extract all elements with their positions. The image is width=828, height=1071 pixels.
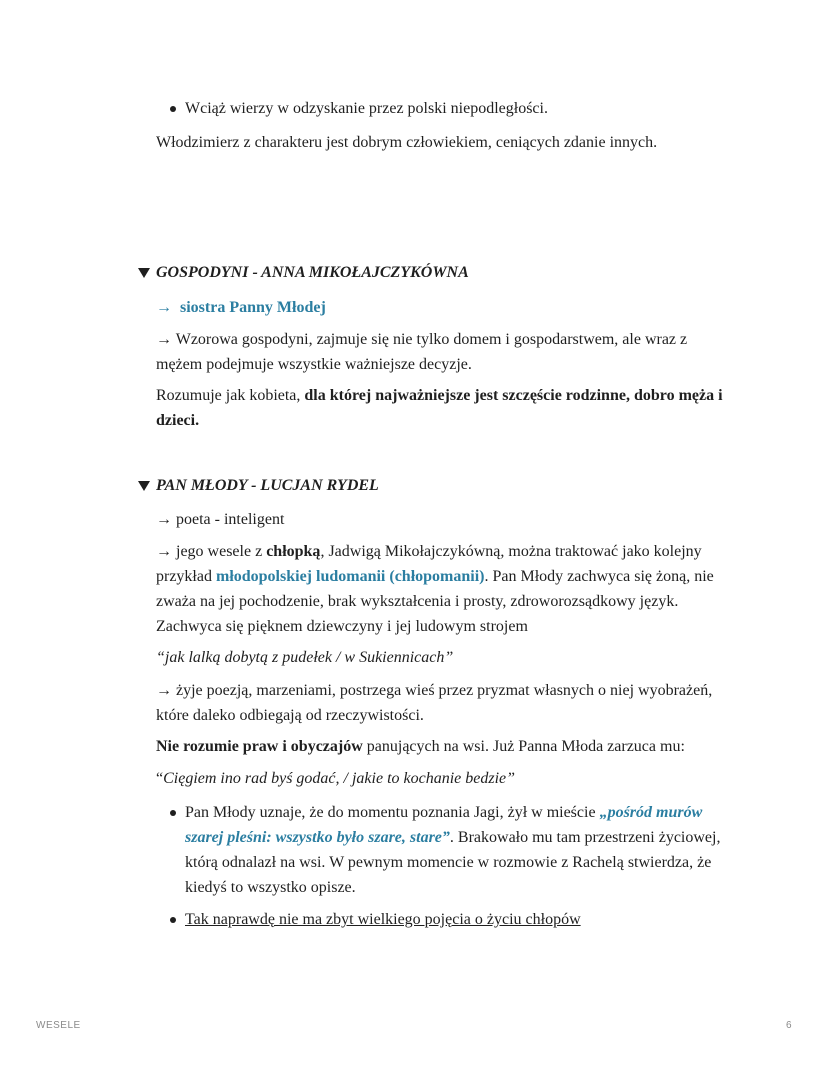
list-item	[156, 96, 736, 121]
gospodyni-relation	[156, 295, 736, 320]
toggle-triangle-icon[interactable]	[138, 481, 150, 491]
p2-bold: chłopką	[266, 543, 321, 560]
p4-bold: Nie rozumie praw i obyczajów	[156, 738, 363, 755]
gospodyni-p2-plain: Rozumuje jak kobieta,	[156, 387, 305, 404]
bullet-dot-icon	[170, 917, 176, 923]
ludomania-link[interactable]: młodopolskiej ludomanii (chłopomanii)	[215, 568, 485, 585]
p2-text-a: → jego wesele z	[156, 543, 267, 560]
bullet-2-underlined: Tak naprawdę nie ma zbyt wielkiego pojęcia o życiu chłopów	[185, 911, 581, 928]
list-item	[156, 800, 736, 900]
gospodyni-paragraph-2	[156, 383, 736, 433]
quote-2-text: Cięgiem ino rad byś godać, / jakie to kochanie bedzie”	[163, 770, 516, 787]
p2-text-c: . Pan Młody zachwyca się żoną, nie zważa na jej pochodzenie, brak wykształcenia i prosty, zdroworozsądkowy język. Zachwyca się pięknem dziewczyny i jej ludowym strojem	[156, 568, 714, 635]
pan-mlody-paragraph-2	[156, 539, 736, 639]
gospodyni-paragraph-1: → Wzorowa gospodyni, zajmuje się nie tylko domem i gospodarstwem, ale wraz z mężem podejmuje wszystkie ważniejsze decyzje.	[156, 331, 688, 373]
toggle-gospodyni[interactable]	[138, 261, 469, 285]
intro-bullet-text: Wciąż wierzy w odzyskanie przez polski niepodległości.	[185, 100, 548, 117]
pan-mlody-paragraph-3: → żyje poezją, marzeniami, postrzega wieś przez pryzmat własnych o niej wyobrażeń, które daleko odbiegają od rzeczywistości.	[156, 682, 713, 724]
gospodyni-relation-text: siostra Panny Młodej	[180, 299, 326, 316]
pan-mlody-bullets	[156, 800, 736, 932]
pan-mlody-quote-2	[156, 766, 736, 791]
pan-mlody-title: PAN MŁODY - LUCJAN RYDEL	[156, 477, 379, 494]
bullet-1-text-b: . Brakowało mu tam przestrzeni życiowej, którą odnalazł na wsi. W pewnym momencie w rozmowie z Rachelą stwierdza, że kiedyś to wszystko opisze.	[185, 829, 721, 896]
pan-mlody-paragraph-4	[156, 734, 736, 759]
pan-mlody-paragraph-1: → poeta - inteligent	[156, 511, 285, 528]
arrow-icon: →	[156, 299, 172, 316]
bullet-1-quote: „pośród murów szarej pleśni: wszystko było szare, stare”	[185, 804, 703, 846]
pan-mlody-quote-1: “jak lalką dobytą z pudełek / w Sukiennicach”	[156, 649, 454, 666]
intro-bullet-list	[156, 96, 736, 121]
toggle-pan-mlody[interactable]	[138, 474, 379, 498]
p4-rest: panujących na wsi. Już Panna Młoda zarzuca mu:	[362, 738, 685, 755]
footer-title: WESELE	[36, 1020, 81, 1031]
list-item	[156, 907, 736, 932]
quote-open-mark: “	[156, 770, 164, 787]
intro-paragraph: Włodzimierz z charakteru jest dobrym człowiekiem, ceniących zdanie innych.	[156, 134, 658, 151]
page-number: 6	[786, 1020, 793, 1031]
gospodyni-title: GOSPODYNI - ANNA MIKOŁAJCZYKÓWNA	[156, 264, 469, 281]
bullet-dot-icon	[170, 106, 176, 112]
p2-text-b: , Jadwigą Mikołajczykówną, można traktować jako kolejny przykład	[156, 543, 702, 585]
toggle-triangle-icon[interactable]	[138, 268, 150, 278]
bullet-1-text-a: Pan Młody uznaje, że do momentu poznania Jagi, żył w mieście	[185, 804, 600, 821]
bullet-dot-icon	[170, 810, 176, 816]
gospodyni-p2-bold: dla której najważniejsze jest szczęście rodzinne, dobro męża i dzieci.	[156, 387, 723, 429]
